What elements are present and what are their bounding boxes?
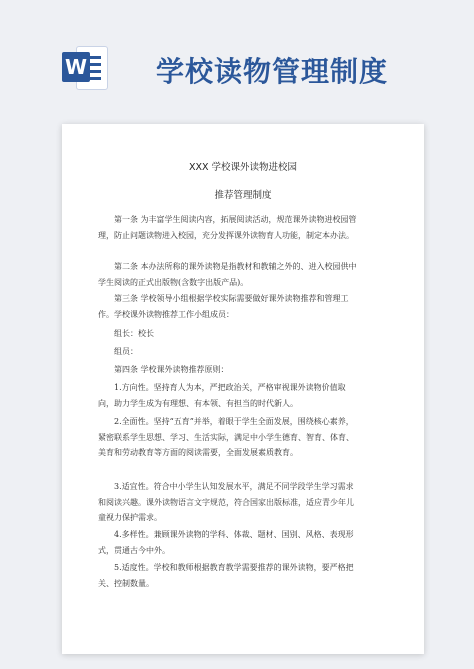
paragraph: 第二条 本办法所称的课外读物是指教材和教辅之外的、进入校园供中学生阅读的正式出版物(含数字出版产品)。	[98, 262, 357, 287]
paragraph: 组长：校长	[114, 329, 154, 338]
word-icon-letter: W	[62, 52, 90, 82]
paragraph: 组员：	[114, 347, 138, 356]
document-page	[62, 124, 424, 654]
paragraph: 学校课外读物推荐工作小组成员：	[114, 310, 234, 319]
paragraph: 4.多样性。兼顾课外读物的学科、体裁、题材、国别、风格、表现形式，贯通古今中外。	[98, 530, 354, 555]
word-document-icon	[62, 44, 108, 90]
paragraph: 第一条 为丰富学生阅读内容，拓展阅读活动，规范课外读物进校园管理，防止问题读物进入校园，充分发挥课外读物育人功能，制定本办法。	[98, 215, 357, 240]
document-subtitle: 推荐管理制度	[214, 190, 272, 201]
paragraph: 第四条 学校课外读物推荐原则：	[114, 365, 229, 374]
paragraph: 1.方向性。坚持育人为本，严把政治关，严格审视课外读物价值取向，助力学生成为有理想、有本领、有担当的时代新人。	[98, 383, 346, 408]
paragraph: 第三条 学校领导小组根据学校实际需要做好课外读物推荐和管理工作。	[98, 294, 349, 319]
paragraph: 3.适宜性。符合中小学生认知发展水平，满足不同学段学生学习需求和阅读兴趣。课外读物语言文字规范，符合国家出版标准，适应青少年儿童视力保护需求。	[98, 482, 354, 522]
paragraph: 2.全面性。坚持“五育”并举，着眼于学生全面发展，围绕核心素养，紧密联系学生思想、学习、生活实际，满足中小学生德育、智育、体育、美育和劳动教育等方面的阅读需要，全面发展素质教育。	[98, 417, 354, 457]
header	[0, 0, 474, 122]
paragraph: 5.适度性。学校和教师根据教育教学需要推荐的课外读物，要严格把关、控制数量。	[98, 563, 354, 588]
page-title: 学校读物管理制度	[156, 55, 389, 88]
document-title: XXX 学校课外读物进校园	[188, 162, 298, 173]
